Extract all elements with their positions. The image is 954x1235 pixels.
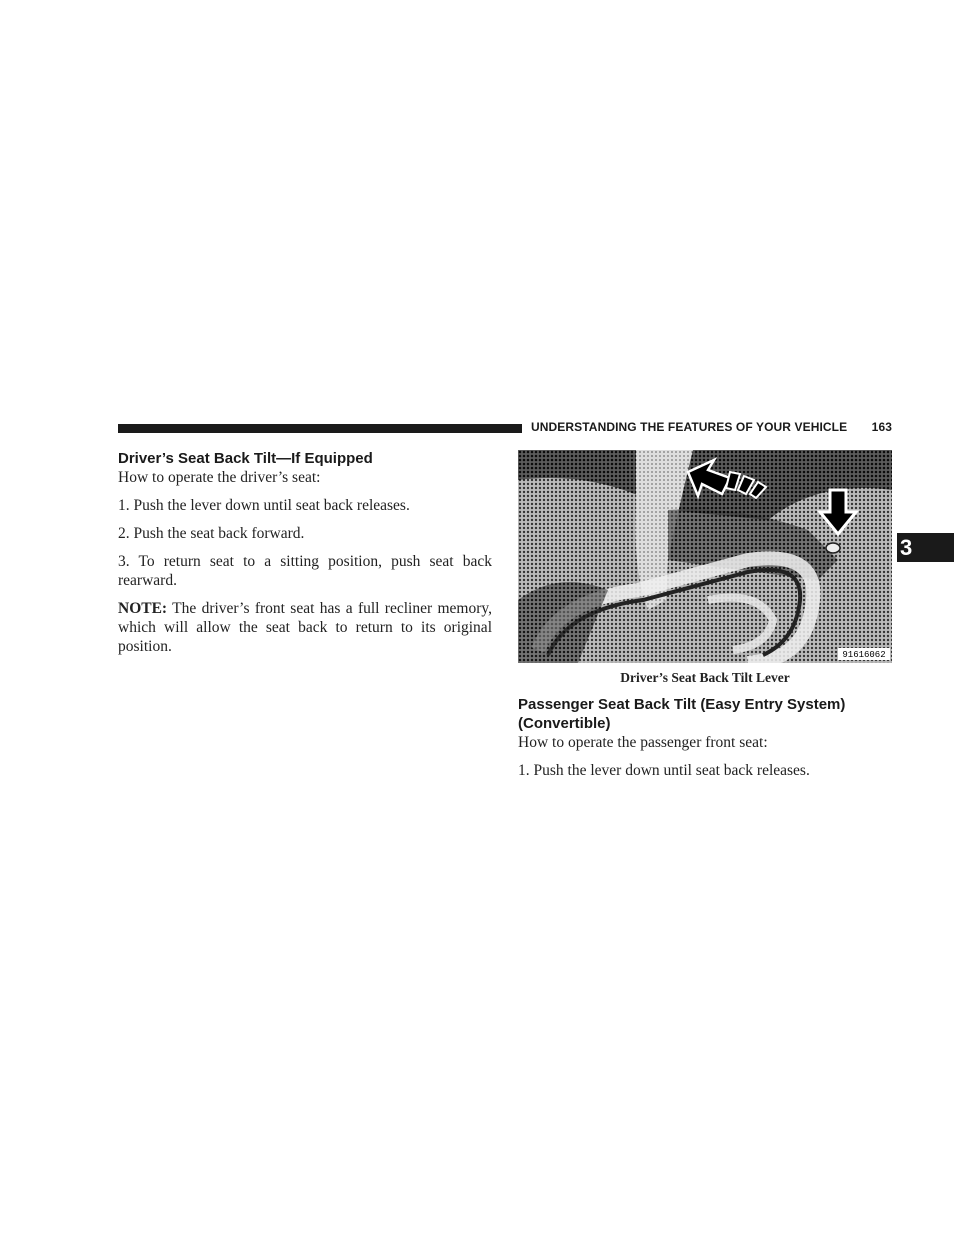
seat-tilt-lever-illustration	[518, 450, 892, 663]
heading-line-1: Passenger Seat Back Tilt (Easy Entry System)	[518, 696, 846, 713]
section-heading-passenger-seat	[518, 695, 892, 733]
header-rule	[118, 424, 522, 433]
section-heading-driver-seat: Driver’s Seat Back Tilt—If Equipped	[118, 450, 373, 467]
figure-code: 91616062	[842, 650, 886, 660]
chapter-tab[interactable]: 3	[897, 533, 954, 562]
passenger-intro-text: How to operate the passenger front seat:	[518, 734, 768, 751]
figure-caption: Driver’s Seat Back Tilt Lever	[620, 670, 790, 685]
intro-text: How to operate the driver’s seat:	[118, 469, 321, 486]
left-column	[118, 449, 492, 656]
page-number: 163	[871, 420, 892, 434]
step-3: 3. To return seat to a sitting position, push seat back rearward.	[118, 553, 492, 589]
right-column	[518, 450, 892, 780]
passenger-step-1: 1. Push the lever down until seat back releases.	[518, 762, 810, 779]
running-header	[531, 420, 892, 434]
note-paragraph	[118, 599, 492, 656]
heading-line-2: (Convertible)	[518, 715, 611, 732]
seat-illustration-svg	[518, 450, 892, 663]
note-label: NOTE:	[118, 600, 168, 617]
note-text: The driver’s front seat has a full recliner memory, which will allow the seat back to return to its original position.	[118, 600, 492, 655]
step-2: 2. Push the seat back forward.	[118, 525, 305, 542]
step-1: 1. Push the lever down until seat back releases.	[118, 497, 410, 514]
section-title: UNDERSTANDING THE FEATURES OF YOUR VEHICLE	[531, 420, 848, 434]
